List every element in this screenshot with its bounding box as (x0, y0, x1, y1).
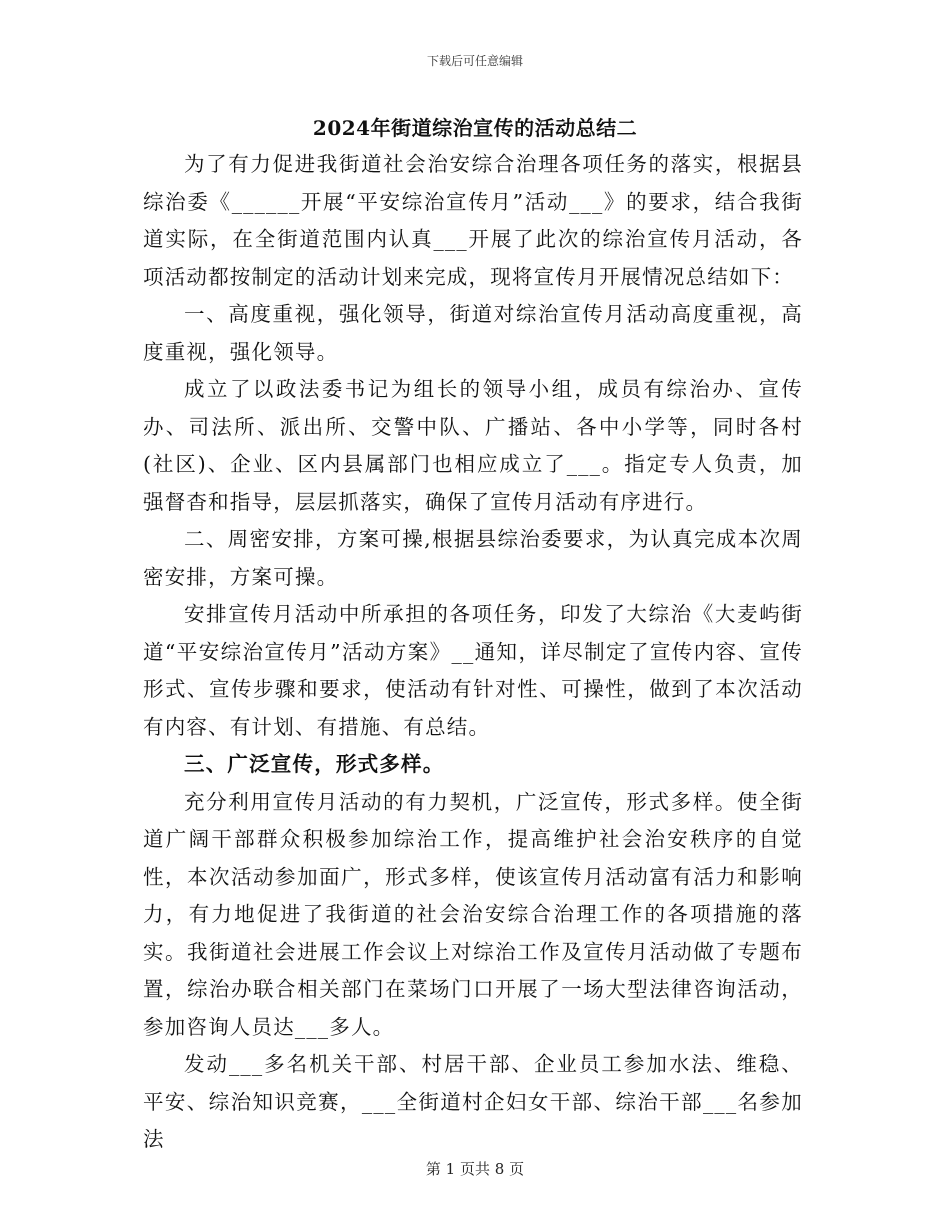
paragraph-section-1-heading: 一、高度重视，强化领导，街道对综治宣传月活动高度重视，高度重视，强化领导。 (143, 302, 803, 364)
paragraph-section-2-heading: 二、周密安排，方案可操,根据县综治委要求，为认真完成本次周密安排，方案可操。 (143, 527, 803, 589)
paragraph-section-3-heading: 三、广泛宣传，形式多样。 (184, 752, 445, 776)
paragraph-intro: 为了有力促进我街道社会治安综合治理各项任务的落实，根据县综治委《______开展“平安综治宣传月”活动___》的要求，结合我街道实际，在全街道范围内认真___开展了此次的综治宣传月活动，各项活动都按制定的活动计划来完成，现将宣传月开展情况总结如下： (143, 152, 803, 289)
document-body (143, 146, 803, 1159)
page-header: 下载后可任意编辑 (426, 54, 523, 68)
paragraph-section-2-body: 安排宣传月活动中所承担的各项任务，印发了大综治《大麦屿街道“平安综治宣传月”活动方案》__通知，详尽制定了宣传内容、宣传形式、宣传步骤和要求，使活动有针对性、可操性，做到了本次活动有内容、有计划、有措施、有总结。 (143, 602, 803, 739)
document-title: 2024年街道综治宣传的活动总结二 (312, 116, 638, 140)
paragraph-section-3-continued: 发动___多名机关干部、村居干部、企业员工参加水法、维稳、平安、综治知识竞赛，___全街道村企妇女干部、综治干部___名参加法 (143, 1052, 803, 1151)
paragraph-section-1-body: 成立了以政法委书记为组长的领导小组，成员有综治办、宣传办、司法所、派出所、交警中队、广播站、各中小学等，同时各村(社区)、企业、区内县属部门也相应成立了___。指定专人负责，加强督杳和指导，层层抓落实，确保了宣传月活动有序进行。 (143, 377, 803, 514)
paragraph-section-3-body: 充分利用宣传月活动的有力契机，广泛宣传，形式多样。使全街道广阔干部群众积极参加综治工作，提高维护社会治安秩序的自觉性，本次活动参加面广，形式多样，使该宣传月活动富有活力和影响力，有力地促进了我街道的社会治安综合治理工作的各项措施的落实。我街道社会进展工作会议上对综治工作及宣传月活动做了专题布置，综治办联合相关部门在菜场门口开展了一场大型法律咨询活动，参加咨询人员达___多人。 (143, 789, 803, 1039)
page-footer: 第 1 页共 8 页 (425, 1160, 525, 1178)
